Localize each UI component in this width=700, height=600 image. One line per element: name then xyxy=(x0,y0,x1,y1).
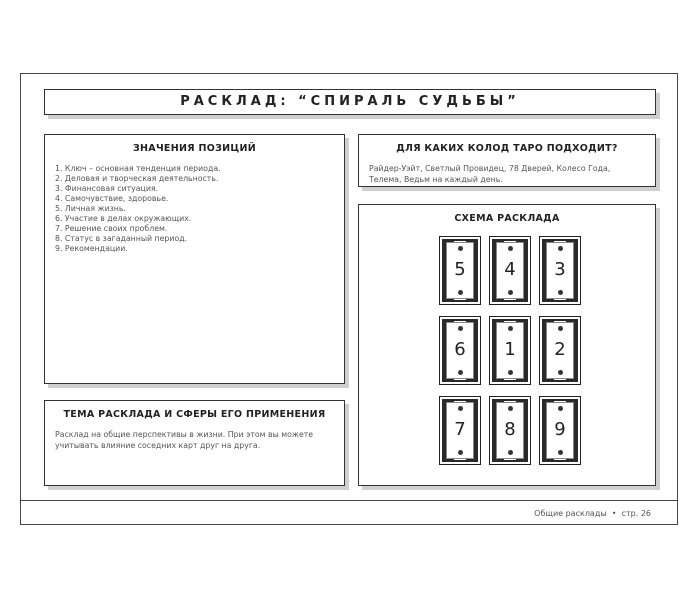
tarot-card xyxy=(539,316,581,385)
card-face xyxy=(446,402,474,459)
card-face xyxy=(546,242,574,299)
card-ornament-icon xyxy=(558,406,563,411)
footer-separator: • xyxy=(611,509,617,518)
card-ornament-icon xyxy=(508,450,513,455)
page-number: стр. 26 xyxy=(621,509,651,518)
card-number: 5 xyxy=(454,259,466,280)
card-ornament-icon xyxy=(508,246,513,251)
list-item: 3. Финансовая ситуация. xyxy=(55,184,159,193)
card-face xyxy=(546,402,574,459)
list-item: 7. Решение своих проблем. xyxy=(55,224,168,233)
theme-heading: ТЕМА РАСКЛАДА И СФЕРЫ ЕГО ПРИМЕНЕНИЯ xyxy=(63,409,326,420)
card-ornament-icon xyxy=(508,290,513,295)
card-face xyxy=(446,242,474,299)
card-face xyxy=(446,322,474,379)
list-item: 2. Деловая и творческая деятельность. xyxy=(55,174,219,183)
card-ornament-icon xyxy=(458,406,463,411)
title-box xyxy=(44,89,656,115)
scheme-panel xyxy=(358,204,656,486)
card-ornament-icon xyxy=(558,326,563,331)
page-title: РАСКЛАД: “СПИРАЛЬ СУДЬБЫ” xyxy=(180,94,520,109)
card-face xyxy=(496,322,524,379)
card-face xyxy=(496,402,524,459)
card-number: 1 xyxy=(504,339,516,360)
card-ornament-icon xyxy=(558,370,563,375)
card-number: 6 xyxy=(454,339,466,360)
page-footer xyxy=(534,509,651,518)
theme-panel xyxy=(44,400,345,486)
card-ornament-icon xyxy=(558,450,563,455)
card-grid xyxy=(439,236,581,476)
positions-heading: ЗНАЧЕНИЯ ПОЗИЦИЙ xyxy=(133,143,256,154)
card-ornament-icon xyxy=(458,246,463,251)
card-ornament-icon xyxy=(458,370,463,375)
page-frame xyxy=(20,73,678,525)
tarot-card xyxy=(539,396,581,465)
card-number: 4 xyxy=(504,259,516,280)
card-ornament-icon xyxy=(508,326,513,331)
card-ornament-icon xyxy=(458,290,463,295)
card-ornament-icon xyxy=(508,406,513,411)
tarot-card xyxy=(439,396,481,465)
list-item: 9. Рекомендации. xyxy=(55,244,128,253)
card-number: 8 xyxy=(504,419,516,440)
footer-section: Общие расклады xyxy=(534,509,607,518)
positions-panel xyxy=(44,134,345,384)
footer-divider xyxy=(21,500,677,501)
decks-panel xyxy=(358,134,656,187)
list-item: 5. Личная жизнь. xyxy=(55,204,126,213)
list-item: 1. Ключ – основная тенденция периода. xyxy=(55,164,221,173)
positions-list xyxy=(55,164,334,254)
card-face xyxy=(496,242,524,299)
decks-heading: ДЛЯ КАКИХ КОЛОД ТАРО ПОДХОДИТ? xyxy=(396,143,618,154)
card-ornament-icon xyxy=(458,326,463,331)
decks-text: Райдер-Уэйт, Светлый Провидец, 78 Дверей, Колесо Года, Телема, Ведьм на каждый день. xyxy=(369,164,611,184)
scheme-heading: СХЕМА РАСКЛАДА xyxy=(454,213,560,224)
theme-text: Расклад на общие перспективы в жизни. При этом вы можете учитывать влияние соседних карт друг на друга. xyxy=(55,430,314,450)
card-number: 2 xyxy=(554,339,566,360)
tarot-card xyxy=(489,236,531,305)
list-item: 6. Участие в делах окружающих. xyxy=(55,214,192,223)
card-ornament-icon xyxy=(458,450,463,455)
card-ornament-icon xyxy=(508,370,513,375)
tarot-card xyxy=(539,236,581,305)
card-number: 7 xyxy=(454,419,466,440)
card-ornament-icon xyxy=(558,246,563,251)
tarot-card xyxy=(489,316,531,385)
card-ornament-icon xyxy=(558,290,563,295)
tarot-card xyxy=(439,236,481,305)
card-number: 3 xyxy=(554,259,566,280)
tarot-card xyxy=(439,316,481,385)
list-item: 8. Статус в загаданный период. xyxy=(55,234,188,243)
card-number: 9 xyxy=(554,419,566,440)
tarot-card xyxy=(489,396,531,465)
card-face xyxy=(546,322,574,379)
list-item: 4. Самочувствие, здоровье. xyxy=(55,194,169,203)
